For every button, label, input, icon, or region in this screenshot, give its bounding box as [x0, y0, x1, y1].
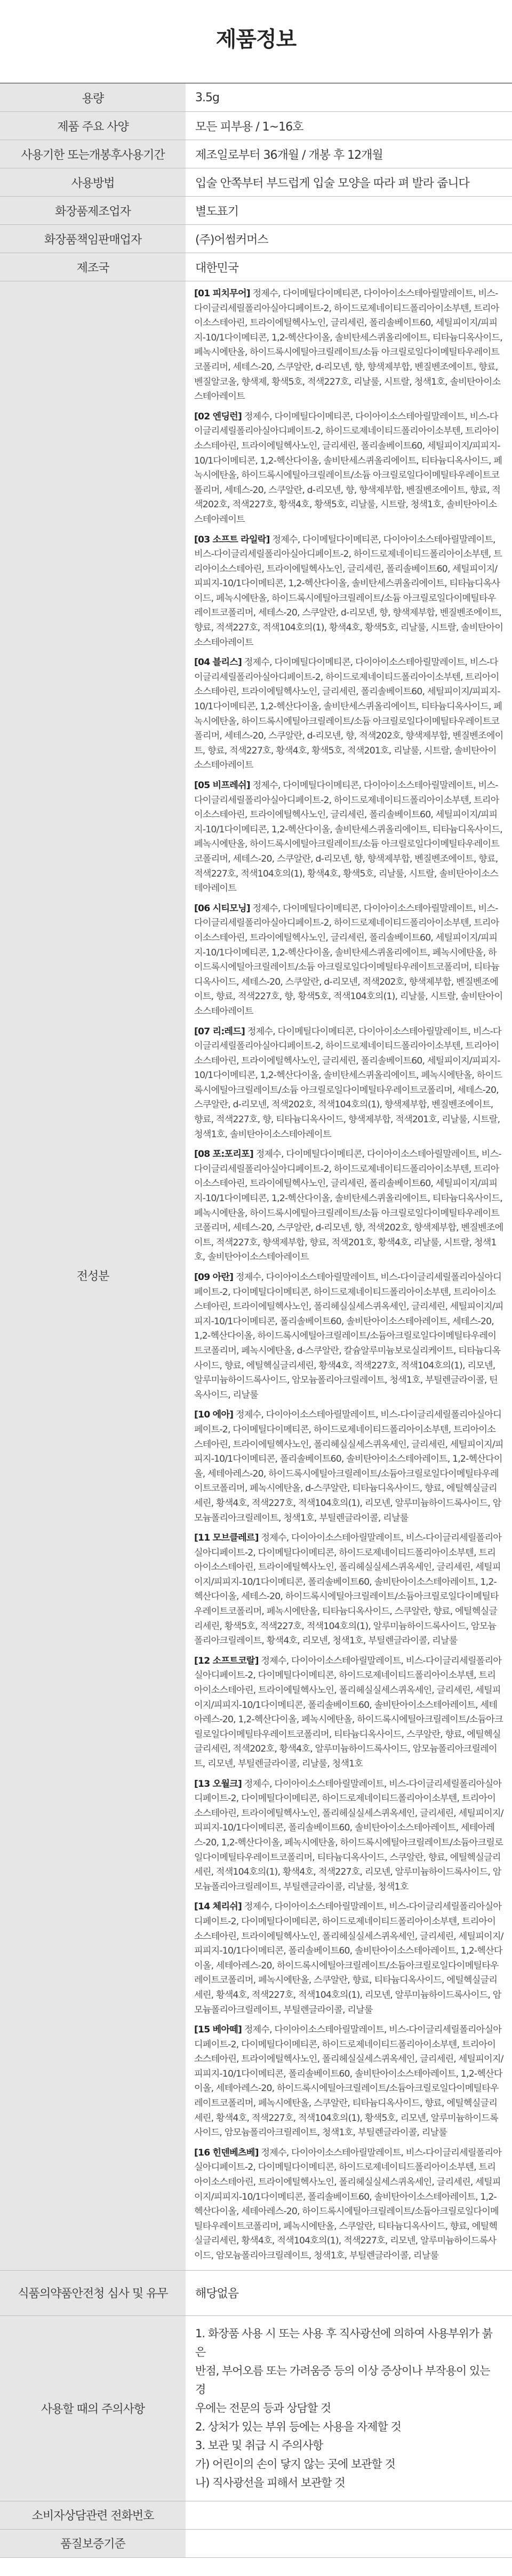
row-manufacturer [0, 197, 512, 225]
ingredient-shade-name: [08 포:포리포] [194, 1149, 253, 1160]
consumer-phone-label: 소비자상담관련 전화번호 [0, 2501, 186, 2529]
ingredient-block [194, 1270, 503, 1403]
ingredient-shade-name: [06 시티모닝] [194, 903, 250, 914]
caution-line: 1. 화장품 사용 시 또는 사용 후 직사광선에 의하여 사용부위가 붉은 [195, 2327, 492, 2359]
caution-label: 사용할 때의 주의사항 [0, 2315, 186, 2501]
ingredient-shade-name: [05 비프레쉬] [194, 780, 250, 791]
ingredient-text: 정제수, 다이아이소스테아릴말레이트, 비스-다이글리세릴폴리아실아디페이트-2, 다이메틸다이메티콘, 하이드로제네이티드폴리아이소부텐, 트리아이소스테아린, 트라이에틸헥사노인, 폴리헤실실세스퀴옥세인, 글리세린, 세틸피이지/피피지-10/1다이메티콘, 폴리솔베이트60, 솔비탄아이소스테아레이트, 세테아레스-20, 1,2-헥산다이올, 페녹시에탄올, 하이드록시에틸아크릴레이트/소듐아크릴로일다이메틸타우레이트코폴리머, 티타늄디옥사이드, 스쿠알란, 향료, 에틸헥실글리세린, 적색104호의(1), 황색4호, 적색227호, 리모넨, 알루미늄하이드록사이드, 암모늄폴리아크릴레이트, 부틸렌글라이콜, 리날룰, 청색1호 [194, 1778, 503, 1892]
ingredient-shade-name: [02 엔딩런] [194, 411, 242, 422]
page-title: 제품정보 [215, 27, 297, 52]
caution-line: 나) 직사광선을 피해서 보관할 것 [195, 2476, 345, 2489]
caution-text [186, 2315, 512, 2501]
expiry-value: 제조일로부터 36개월 / 개봉 후 12개월 [186, 140, 512, 168]
ingredient-block [194, 2146, 503, 2264]
ingredient-text: 정제수, 다이메틸다이메티콘, 다이아이소스테아릴말레이트, 비스-다이글리세릴폴리아실아디페이트-2, 하이드로제네이티드폴리아이소부텐, 트리아이소스테아린, 트라이에틸헥사노인, 글리세린, 폴리솔베이트60, 세틸피이지/피피지-10/1다이메티콘, 1,2-헥산다이올, 솔비탄세스퀴올리에이트, 티타늄디옥사이드, 페녹시에탄올, 하이드록시에틸아크릴레이트/소듐 아크릴로일다이메틸타우레이트코폴리머, 세테스-20, 스쿠알란, d-리모넨, 향, 적색202호, 향색제부합, 벤질벤조에이트, 적색227호, 향색제부합, 향료, 적색201호, 황색4호, 리날룰, 시트랄, 청색1호, 솔비탄아이소스테아레이트 [194, 1149, 503, 1263]
ingredient-text: 정제수, 다이메틸다이메티콘, 다이아이소스테아릴말레이트, 비스-다이글리세릴폴리아실아디페이트-2, 하이드로제네이티드폴리아이소부텐, 트리아이소스테아린, 트라이에틸헥사노인, 글리세린, 폴리솔베이트60, 세틸피이지/피피지-10/1다이메티콘, 1,2-헥산다이올, 솔비탄세스퀴올리에이트, 티타늄디옥사이드, 페녹시에탄올, 하이드록시에틸아크릴레이트/소듐 아크릴로일다이메틸타우레이트코폴리머, 세테스-20, 스쿠알란, d-리모넨, 향, 적색202호, 향색제부합, 벤질벤조에이트, 향료, 적색227호, 황색4호, 황색5호, 적색201호, 리날룰, 시트랄, 솔비탄아이소스테아레이트 [194, 657, 503, 771]
ingredient-block [194, 1025, 503, 1143]
manufacturer-label: 화장품제조업자 [0, 197, 186, 225]
row-ingredients [0, 281, 512, 2271]
manufacturer-value: 별도표기 [186, 197, 512, 225]
ingredient-shade-name: [07 리:레드] [194, 1026, 245, 1037]
row-volume [0, 83, 512, 112]
ingredient-shade-name: [13 오월크] [194, 1778, 242, 1789]
ingredients-list [186, 281, 512, 2271]
ingredient-text: 정제수, 다이아이소스테아릴말레이트, 비스-다이글리세릴폴리아실아디페이트-2, 다이메틸다이메티콘, 하이드로제네이티드폴리아이소부텐, 트리아이소스테아린, 트라이에틸헥사노인, 폴리헤실실세스퀴옥세인, 글리세린, 세틸피이지/피피지-10/1다이메티콘, 폴리솔베이트60, 솔비탄아이소스테아레이트, 1,2-헥산다이올, 세테스-20, 하이드록시에틸아크릴레이트/소듐아크릴로일다이메틸타우레이트코폴리머, 페녹시에탄올, 티타늄디옥사이드, 스쿠알란, 향료, 에틸헥실글리세린, 황색5호, 적색227호, 적색104호의(1), 알루미늄하이드록사이드, 암모늄폴리아크릴레이트, 황색4호, 리모넨, 청색1호, 부틸렌글라이콜, 리날룰 [194, 1533, 502, 1647]
ingredient-block [194, 1777, 503, 1895]
ingredient-shade-name: [11 모브클레르] [194, 1533, 259, 1544]
quality-label: 품질보증기준 [0, 2529, 186, 2557]
origin-value: 대한민국 [186, 253, 512, 281]
ingredient-shade-name: [04 블리스] [194, 657, 242, 668]
ingredient-block [194, 1147, 503, 1265]
usage-label: 사용방법 [0, 168, 186, 197]
ingredient-text: 정제수, 다이메틸다이메티콘, 다이아이소스테아릴말레이트, 비스-다이글리세릴폴리아실아디페이트-2, 하이드로제네이티드폴리아이소부텐, 트리아이소스테아린, 트라이에틸헥사노인, 글리세린, 폴리솔베이트60, 세틸피이지/피피지-10/1다이메티콘, 1,2-헥산다이올, 솔비탄세스퀴올리에이트, 티타늄디옥사이드, 페녹시에탄올, 하이드록시에틸아크릴레이트/소듐 아크릴로일다이메틸타우레이트코폴리머, 세테스-20, 스쿠알란, d-리모넨, 향, 향색제부합, 벤질벤조에이트, 향료, 벤질알코올, 향색제, 황색5호, 적색227호, 리날룰, 시트랄, 청색1호, 솔비탄아이소스테아레이트 [194, 288, 502, 402]
ingredient-text: 정제수, 다이메틸다이메티콘, 다이아이소스테아릴말레이트, 비스-다이글리세릴폴리아실아디페이트-2, 하이드로제네이티드폴리아이소부텐, 트리아이소스테아린, 트라이에틸헥사노인, 글리세린, 폴리솔베이트60, 세틸피이지/피피지-10/1다이메티콘, 1,2-헥산다이올, 솔비탄세스퀴올리에이트, 페녹시에탄올, 하이드록시에틸아크릴레이트/소듐 아크릴로일다이메틸타우레이트코폴리머, 티타늄디옥사이드, 세테스-20, 스쿠알란, d-리모넨, 적색202호, 향색제부합, 벤질벤조에이트, 향료, 적색227호, 향, 황색5호, 적색104호의(1), 리날룰, 시트랄, 솔비탄아이소스테아레이트 [194, 903, 503, 1017]
ingredient-text: 정제수, 다이아이소스테아릴말레이트, 비스-다이글리세릴폴리아실아디페이트-2, 다이메틸다이메티콘, 하이드로제네이티드폴리아이소부텐, 트리아이소스테아린, 트라이에틸헥사노인, 폴리헤실실세스퀴옥세인, 글리세린, 세틸피이지/피피지-10/1다이메티콘, 폴리솔베이트60, 솔비탄아이소스테아레이트, 1,2-헥산다이올, 세테아레스-20, 하이드록시에틸아크릴레이트/소듐아크릴로일다이메틸타우레이트코폴리머, 페녹시에탄올, 스쿠알란, 티타늄디옥사이드, 향료, 에틸헥실글리세린, 황색4호, 적색104호의(1), 적색227호, 리모넨, 알루미늄하이드록사이드, 암모늄폴리아크릴레이트, 청색1호, 부틸렌글라이콜, 리날룰 [194, 2147, 502, 2261]
row-skin-type [0, 112, 512, 140]
ingredient-block [194, 2023, 503, 2141]
consumer-phone-value [186, 2501, 512, 2529]
ingredient-shade-name: [03 소프트 라일락] [194, 534, 270, 545]
row-seller [0, 225, 512, 253]
ingredient-shade-name: [16 힌덴베츠베] [194, 2147, 259, 2158]
ingredient-block [194, 779, 503, 896]
seller-label: 화장품책임판매업자 [0, 225, 186, 253]
ingredient-block [194, 1900, 503, 2018]
ingredient-shade-name: [09 아란] [194, 1272, 234, 1283]
ingredient-shade-name: [10 에아] [194, 1409, 234, 1421]
volume-label: 용량 [0, 83, 186, 112]
row-usage [0, 168, 512, 197]
caution-line: 3. 보관 및 취급 시 주의사항 [195, 2439, 323, 2452]
ingredient-text: 정제수, 다이아이소스테아릴말레이트, 비스-다이글리세릴폴리아실아디페이트-2, 다이메틸다이메티콘, 하이드로제네이티드폴리아이소부텐, 트리아이소스테아린, 트라이에틸헥사노인, 폴리헤실실세스퀴옥세인, 글리세린, 세틸피이지/피피지-10/1다이메티콘, 폴리솔베이트60, 솔비탄아이소스테아레이트, 1,2-헥산다이올, 세테아레스-20, 하이드록시에틸아크릴레이트/소듐아크릴로일다이메틸타우레이트코폴리머, 페녹시에탄올, 스쿠알란, 티타늄디옥사이드, 향료, 에틸헥실글리세린, 황색4호, 적색227호, 적색104호의(1), 황색5호, 리모넨, 알루미늄하이드록사이드, 암모늄폴리아크릴레이트, 청색1호, 부틸렌글라이콜, 리날룰 [194, 2024, 503, 2138]
ingredient-block [194, 410, 503, 528]
row-caution [0, 2315, 512, 2501]
ingredient-block [194, 1408, 503, 1526]
caution-line: 2. 상처가 있는 부위 등에는 사용을 자제할 것 [195, 2420, 401, 2433]
caution-line: 반점, 부어오름 또는 가려움증 등의 이상 증상이나 부작용이 있는 경 [195, 2364, 490, 2396]
caution-line: 우에는 전문의 등과 상담할 것 [195, 2401, 331, 2415]
ingredient-text: 정제수, 다이메틸다이메티콘, 다이아이소스테아릴말레이트, 비스-다이글리세릴폴리아실아디페이트-2, 하이드로제네이티드폴리아이소부텐, 트리아이소스테아린, 트라이에틸헥사노인, 글리세린, 폴리솔베이트60, 세틸피이지/피피지-10/1다이메티콘, 1,2-헥산다이올, 솔비탄세스퀴올리에이트, 티타늄디옥사이드, 페녹시에탄올, 하이드록시에틸아크릴레이트/소듐 아크릴로일다이메틸타우레이트코폴리머, 세테스-20, 스쿠알란, d-리모넨, 향, 향색제부합, 벤질벤조에이트, 향료, 적색227호, 적색104호의(1), 황색4호, 황색5호, 리날룰, 시트랄, 솔비탄아이소스테아레이트 [194, 780, 502, 894]
usage-value: 입술 안쪽부터 부드럽게 입술 모양을 따라 펴 발라 줍니다 [186, 168, 512, 197]
skin-type-label: 제품 주요 사양 [0, 112, 186, 140]
caution-line: 가) 어린이의 손이 닿지 않는 곳에 보관할 것 [195, 2457, 395, 2470]
ingredient-text: 정제수, 다이아이소스테아릴말레이트, 비스-다이글리세릴폴리아실아디페이트-2, 다이메틸다이메티콘, 하이드로제네이티드폴리아이소부텐, 트리아이소스테아린, 트라이에틸헥사노인, 폴리헤실실세스퀴옥세인, 글리세린, 세틸피이지/피피지-10/1다이메티콘, 폴리솔베이트60, 솔비탄아이소스테아레이트, 세테아레스-20, 1,2-헥산다이올, 페녹시에탄올, 하이드록시에틸아크릴레이트/소듐아크릴로일다이메틸타우레이트코폴리머, 티타늄디옥사이드, 스쿠알란, 향료, 에틸헥실글리세린, 적색202호, 황색4호, 알루미늄하이드록사이드, 암모늄폴리아크릴레이트, 리모넨, 부틸렌글라이콜, 리날룰, 청색1호 [194, 1655, 503, 1769]
row-origin [0, 253, 512, 281]
ingredient-text: 정제수, 다이아이소스테아릴말레이트, 비스-다이글리세릴폴리아실아디페이트-2, 다이메틸다이메티콘, 하이드로제네이티드폴리아이소부텐, 트리아이소스테아린, 트라이에틸헥사노인, 폴리헤실실세스퀴옥세인, 글리세린, 세틸피이지/피피지-10/1다이메티콘, 폴리솔베이트60, 솔비탄아이소스테아레이트, 1,2-헥산다이올, 세테아레스-20, 하이드록시에틸아크릴레이트/소듐아크릴로일다이메틸타우레이트코폴리머, 페녹시에탄올, 스쿠알란, 향료, 티타늄디옥사이드, 에틸헥실글리세린, 황색4호, 적색227호, 적색104호의(1), 리모넨, 알루미늄하이드록사이드, 암모늄폴리아크릴레이트, 부틸렌글라이콜, 리날룰 [194, 1901, 503, 2015]
expiry-label: 사용기한 또는개봉후사용기간 [0, 140, 186, 168]
seller-value: (주)어썸커머스 [186, 225, 512, 253]
origin-label: 제조국 [0, 253, 186, 281]
skin-type-value: 모든 피부용 / 1~16호 [186, 112, 512, 140]
row-quality [0, 2529, 512, 2557]
ingredient-shade-name: [01 피치무어] [194, 288, 250, 299]
row-consumer-phone [0, 2501, 512, 2529]
ingredient-text: 정제수, 다이아이소스테아릴말레이트, 비스-다이글리세릴폴리아실아디페이트-2, 다이메틸다이메티콘, 하이드로제네이티드폴리아이소부텐, 트리아이소스테아린, 트라이에틸헥사노인, 폴리헤실실세스퀴옥세인, 글리세린, 세틸피이지/피피지-10/1다이메티콘, 폴리솔베이트60, 솔비탄아이소스테아레이트, 세테스-20, 1,2-헥산다이올, 하이드록시에틸아크릴레이트/소듐아크릴로일다이메틸타우레이트코폴리머, 페녹시에탄올, d-스쿠알란, 칼슘알루미늄보로실리케이트, 티타늄디옥사이드, 향료, 에틸헥실글리세린, 황색4호, 적색227호, 적색104호의(1), 리모넨, 알루미늄하이드록사이드, 암모늄폴리아크릴레이트, 청색1호, 부틸렌글라이콜, 틴옥사이드, 리날룰 [194, 1272, 503, 1400]
row-expiry [0, 140, 512, 168]
mfds-label: 식품의약품안전청 심사 및 유무 [0, 2270, 186, 2315]
product-info-table [0, 83, 512, 2558]
ingredient-block [194, 287, 503, 404]
quality-value [186, 2529, 512, 2557]
ingredient-shade-name: [15 베아떼] [194, 2024, 242, 2036]
ingredient-block [194, 1531, 503, 1649]
ingredient-block [194, 1654, 503, 1772]
ingredient-block [194, 533, 503, 651]
ingredient-shade-name: [14 체리쉬] [194, 1901, 242, 1913]
volume-value: 3.5g [186, 83, 512, 112]
ingredients-label: 전성분 [0, 281, 186, 2271]
row-mfds [0, 2270, 512, 2315]
ingredient-shade-name: [12 소프트코랄] [194, 1655, 259, 1666]
ingredient-text: 정제수, 다이메틸다이메티콘, 다이아이소스테아릴말레이트, 비스-다이글리세릴폴리아실아디페이트-2, 하이드로제네이티드폴리아이소부텐, 트리아이소스테아린, 트라이에틸헥사노인, 글리세린, 폴리솔베이트60, 세틸피이지/피피지-10/1다이메티콘, 1,2-헥산다이올, 솔비탄세스퀴올리에이트, 티타늄디옥사이드, 페녹시에탄올, 하이드록시에틸아크릴레이트/소듐 아크릴로일다이메틸타우레이트코폴리머, 세테스-20, 스쿠알란, d-리모넨, 향, 향색제부합, 벤질벤조에이트, 향료, 적색227호, 적색104호의(1), 황색4호, 황색5호, 리날룰, 시트랄, 솔비탄아이소스테아레이트 [194, 534, 503, 648]
ingredient-text: 정제수, 다이메틸다이메티콘, 다이아이소스테아릴말레이트, 비스-다이글리세릴폴리아실아디페이트-2, 하이드로제네이티드폴리아이소부텐, 트리아이소스테아린, 트라이에틸헥사노인, 글리세린, 폴리솔베이트60, 세틸피이지/피피지-10/1다이메티콘, 1,2-헥산다이올, 솔비탄세스퀴올리에이트, 티타늄디옥사이드, 페녹시에탄올, 하이드록시에틸아크릴레이트/소듐 아크릴로일다이메틸타우레이트코폴리머, 세테스-20, 스쿠알란, d-리모넨, 향, 향색제부합, 벤질벤조에이트, 향료, 적색202호, 적색227호, 황색4호, 황색5호, 리날룰, 시트랄, 청색1호, 솔비탄아이소스테아레이트 [194, 411, 502, 525]
ingredient-text: 정제수, 다이메틸다이메티콘, 다이아이소스테아릴말레이트, 비스-다이글리세릴폴리아실아디페이트-2, 하이드로제네이티드폴리아이소부텐, 트리아이소스테아린, 트라이에틸헥사노인, 글리세린, 폴리솔베이트60, 세틸피이지/피피지-10/1다이메티콘, 1,2-헥산다이올, 솔비탄세스퀴올리에이트, 페녹시에탄올, 하이드록시에틸아크릴레이트/소듐 아크릴로일다이메틸타우레이트코폴리머, 세테스-20, 스쿠알란, d-리모넨, 적색202호, 적색104호의(1), 향색제부합, 벤질벤조에이트, 향료, 적색227호, 향, 티타늄디옥사이드, 향색제부합, 적색201호, 리날룰, 시트랄, 청색1호, 솔비탄아이소스테아레이트 [194, 1026, 502, 1140]
ingredient-text: 정제수, 다이아이소스테아릴말레이트, 비스-다이글리세릴폴리아실아디페이트-2, 다이메틸다이메티콘, 하이드로제네이티드폴리아이소부텐, 트리아이소스테아린, 트라이에틸헥사노인, 폴리헤실실세스퀴옥세인, 글리세린, 세틸피이지/피피지-10/1다이메티콘, 폴리솔베이트60, 솔비탄아이소스테아레이트, 1,2-헥산다이올, 세테아레스-20, 하이드록시에틸아크릴레이트/소듐아크릴로일다이메틸타우레이트코폴리머, 페녹시에탄올, d-스쿠알란, 티타늄디옥사이드, 향료, 에틸헥실글리세린, 황색4호, 적색227호, 적색104호의(1), 리모넨, 알루미늄하이드록사이드, 암모늄폴리아크릴레이트, 청색1호, 부틸렌글라이콜, 리날룰 [194, 1409, 503, 1524]
mfds-value: 해당없음 [186, 2270, 512, 2315]
ingredient-block [194, 655, 503, 773]
ingredient-block [194, 902, 503, 1019]
